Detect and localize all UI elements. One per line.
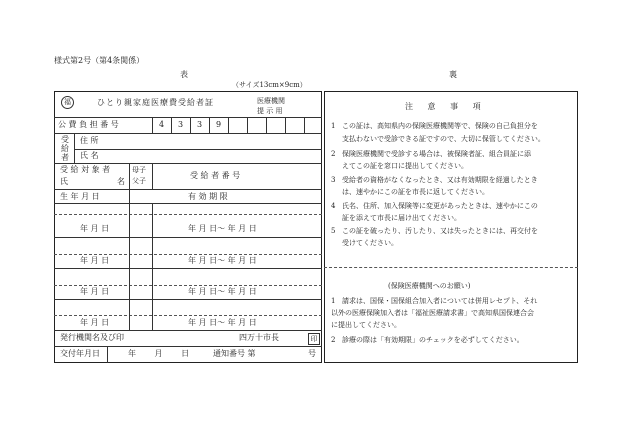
parent-label-2: 父子	[132, 177, 146, 185]
request-1-line-1: 請求は、国保・国保組合加入者については併用レセプト、それ	[342, 297, 538, 305]
parent-label-1: 母子	[132, 166, 146, 174]
note-3-num: 3	[331, 176, 336, 184]
note-4-num: 4	[331, 202, 336, 210]
back-label: 裏	[449, 70, 457, 79]
note-2-line-2: えてこの証を窓口に提出してください。	[342, 162, 468, 170]
request-2-line-1: 診療の際は「有効期限」のチェックを必ずしてください。	[342, 336, 524, 344]
row2-validity: 年 月 日〜 年 月 日	[188, 256, 257, 265]
address-label: 住 所	[80, 136, 99, 145]
note-5-line-2: 受けてください。	[342, 239, 398, 247]
payer-number-label: 公 費 負 担 番 号	[58, 120, 119, 129]
notice-label: 通知番号 第	[213, 349, 256, 358]
request-title: (保険医療機関へのお願い)	[388, 282, 471, 290]
note-3-line-1: 受給者の資格がなくなったとき、又は有効期限を経過したとき	[342, 176, 538, 184]
note-1-num: 1	[331, 122, 336, 130]
note-1-line-1: この証は、高知県内の保険医療機関等で、保険の自己負担分を	[342, 122, 538, 130]
issuer-label: 発行機関名及び印	[60, 333, 124, 342]
payer-digit-2: 3	[178, 120, 184, 129]
payer-digit-3: 3	[197, 120, 203, 129]
subject-label-3: 名	[117, 177, 125, 186]
institution-label-2: 提 示 用	[257, 107, 283, 115]
row4-validity: 年 月 日〜 年 月 日	[188, 318, 257, 327]
notes-title: 注 意 事 項	[405, 102, 487, 111]
issue-date-value: 年 月 日	[128, 349, 198, 358]
form-number: 様式第2号（第4条関係）	[54, 56, 145, 65]
note-5-line-1: この証を破ったり、汚したり、又は失ったときには、再交付を	[342, 227, 538, 235]
issuer-name: 四万十市長	[239, 333, 279, 342]
front-label: 表	[180, 70, 188, 79]
request-1-line-2: 以外の医療保険加入者は「福祉医療請求書」で高知県国保連合会	[331, 309, 534, 317]
issuer-seal: 印	[308, 333, 320, 345]
note-4-line-2: 証を添えて市長に届け出てください。	[342, 214, 461, 222]
payer-digit-4: 9	[216, 120, 222, 129]
issue-date-label: 交付年月日	[60, 349, 100, 358]
subject-label-1: 受 給 対 象 者	[60, 165, 111, 174]
request-1-line-3: に提出してください。	[331, 321, 401, 329]
seal-mark: 福	[61, 96, 74, 109]
dob-label: 生 年 月 日	[60, 192, 100, 201]
recipient-label: 受給者	[61, 135, 69, 162]
size-note: （サイズ13cm×9cm）	[232, 81, 307, 89]
row1-dob: 年 月 日	[80, 224, 110, 233]
name-label: 氏 名	[80, 151, 99, 160]
card-title: ひとり親家庭医療費受給者証	[97, 98, 214, 107]
request-2-num: 2	[331, 336, 336, 344]
row1-validity: 年 月 日〜 年 月 日	[188, 224, 257, 233]
note-4-line-1: 氏名、住所、加入保険等に変更があったときは、速やかにこの	[342, 202, 538, 210]
row4-dob: 年 月 日	[80, 318, 110, 327]
row2-dob: 年 月 日	[80, 256, 110, 265]
row3-dob: 年 月 日	[80, 287, 110, 296]
institution-label-1: 医療機関	[257, 97, 285, 105]
note-2-num: 2	[331, 150, 336, 158]
request-1-num: 1	[331, 297, 336, 305]
notice-suffix: 号	[308, 349, 316, 358]
note-2-line-1: 保険医療機関で受診する場合は、被保険者証、組合員証に添	[342, 150, 531, 158]
row3-validity: 年 月 日〜 年 月 日	[188, 287, 257, 296]
recipient-number-label: 受 給 者 番 号	[190, 171, 241, 180]
note-5-num: 5	[331, 227, 336, 235]
note-3-line-2: は、速やかにこの証を市長に返してください。	[342, 188, 489, 196]
subject-label-2: 氏	[60, 177, 68, 186]
back-divider	[324, 267, 578, 268]
note-1-line-2: 支払わないで受診できる証ですので、大切に保管してください。	[342, 135, 545, 143]
payer-digit-1: 4	[159, 120, 165, 129]
validity-label: 有 効 期 限	[188, 192, 228, 201]
